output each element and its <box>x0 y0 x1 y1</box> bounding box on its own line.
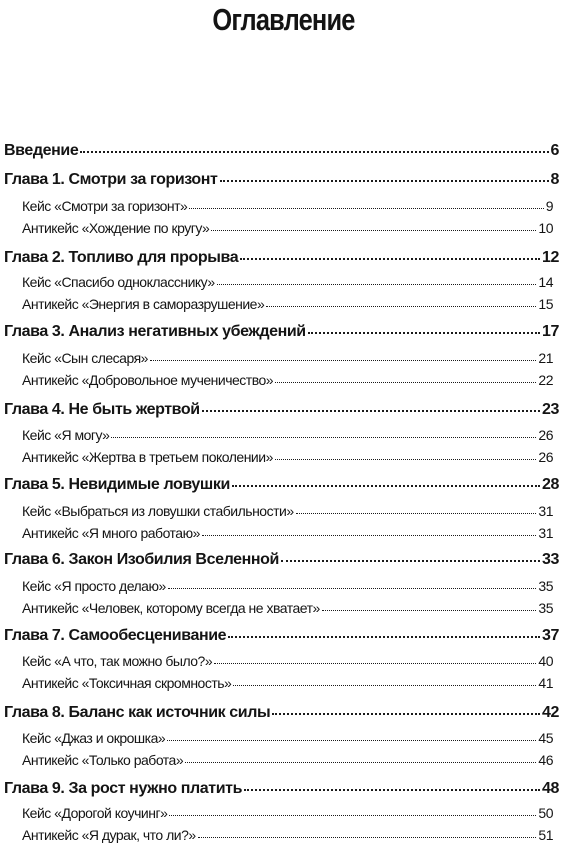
dot-leader <box>275 458 537 460</box>
dot-leader <box>281 559 540 562</box>
toc-entry-title: Глава 1. Смотри за горизонт <box>4 171 218 188</box>
toc-subentry <box>22 653 553 669</box>
dot-leader <box>111 436 536 438</box>
dot-leader <box>240 257 540 260</box>
dot-leader <box>202 534 537 536</box>
toc-subentry <box>22 503 553 519</box>
dot-leader <box>202 409 540 412</box>
dot-leader <box>211 229 536 231</box>
toc-chapter-entry <box>4 780 559 798</box>
dot-leader <box>244 788 540 791</box>
dot-leader <box>266 305 536 307</box>
toc-subentry <box>22 752 553 768</box>
toc-entry-title: Глава 4. Не быть жертвой <box>4 401 200 418</box>
toc-page-number: 14 <box>538 274 553 290</box>
toc-page-number: 40 <box>538 653 553 669</box>
toc-page-number: 35 <box>538 578 553 594</box>
toc-subentry <box>22 578 553 594</box>
toc-entry-title: Глава 9. За рост нужно платить <box>4 780 243 797</box>
toc-chapter-entry <box>4 476 559 494</box>
toc-page-number: 26 <box>538 427 553 443</box>
toc-page-number: 48 <box>542 780 559 797</box>
toc-page-number: 42 <box>542 704 559 721</box>
toc-chapter-entry <box>4 704 559 722</box>
toc-chapter-entry <box>4 323 559 341</box>
toc-entry-title: Глава 7. Самообесценивание <box>4 627 227 644</box>
toc-entry-title: Глава 6. Закон Изобилия Вселенной <box>4 551 279 568</box>
toc-subentry <box>22 827 553 843</box>
toc-subentry <box>22 296 553 312</box>
toc-page-number: 37 <box>542 627 559 644</box>
toc-page-number: 12 <box>542 249 559 266</box>
toc-entry-title: Введение <box>4 142 79 159</box>
toc-subentry <box>22 198 553 214</box>
toc-subentry <box>22 350 553 366</box>
dot-leader <box>169 814 536 816</box>
toc-entry-title: Глава 5. Невидимые ловушки <box>4 476 230 493</box>
toc-entry-title: Кейс «Сын слесаря» <box>22 350 148 366</box>
toc-page-number: 23 <box>542 401 559 418</box>
dot-leader <box>220 179 549 182</box>
toc-entry-title: Глава 2. Топливо для прорыва <box>4 249 239 266</box>
dot-leader <box>217 283 537 285</box>
dot-leader <box>232 484 540 487</box>
toc-page-number: 50 <box>538 805 553 821</box>
toc-page-number: 41 <box>538 675 553 691</box>
dot-leader <box>168 587 537 589</box>
toc-page-number: 33 <box>542 551 559 568</box>
dot-leader <box>150 359 536 361</box>
toc-page-number: 28 <box>542 476 559 493</box>
toc-subentry <box>22 427 553 443</box>
toc-page-number: 31 <box>538 525 553 541</box>
toc-chapter-entry <box>4 627 559 645</box>
toc-chapter-entry <box>4 171 559 189</box>
page-title: Оглавление <box>212 2 355 37</box>
toc-page-number: 26 <box>538 449 553 465</box>
toc-entry-title: Кейс «Я просто делаю» <box>22 578 166 594</box>
toc-entry-title: Антикейс «Только работа» <box>22 752 184 768</box>
toc-entry-title: Глава 8. Баланс как источник силы <box>4 704 271 721</box>
toc-chapter-entry <box>4 142 559 160</box>
toc-page-number: 17 <box>542 323 559 340</box>
toc-chapter-entry <box>4 551 559 569</box>
toc-entry-title: Кейс «Спасибо однокласснику» <box>22 274 215 290</box>
toc-entry-title: Антикейс «Энергия в саморазрушение» <box>22 296 265 312</box>
toc-chapter-entry <box>4 249 559 267</box>
toc-entry-title: Антикейс «Человек, которому всегда не хватает» <box>22 600 320 616</box>
toc-subentry <box>22 372 553 388</box>
toc-entry-title: Кейс «Я могу» <box>22 427 110 443</box>
toc-entry-title: Антикейс «Токсичная скромность» <box>22 675 232 691</box>
toc-page-number: 21 <box>538 350 553 366</box>
toc-entry-title: Кейс «А что, так можно было?» <box>22 653 213 669</box>
dot-leader <box>272 712 540 715</box>
toc-chapter-entry <box>4 401 559 419</box>
toc-page-number: 31 <box>538 503 553 519</box>
toc-entry-title: Антикейс «Жертва в третьем поколении» <box>22 449 273 465</box>
dot-leader <box>80 150 548 153</box>
toc-subentry <box>22 525 553 541</box>
dot-leader <box>228 635 540 638</box>
toc-entry-title: Кейс «Дорогой коучинг» <box>22 805 168 821</box>
toc-page-number: 51 <box>538 827 553 843</box>
toc-page-number: 22 <box>538 372 553 388</box>
toc-page-number: 35 <box>538 600 553 616</box>
toc-entry-title: Антикейс «Я много работаю» <box>22 525 200 541</box>
toc-subentry <box>22 730 553 746</box>
toc-page-number: 10 <box>538 220 553 236</box>
dot-leader <box>275 381 536 383</box>
toc-page-number: 46 <box>538 752 553 768</box>
toc-entry-title: Кейс «Смотри за горизонт» <box>22 198 188 214</box>
toc-entry-title: Кейс «Выбраться из ловушки стабильности» <box>22 503 294 519</box>
toc-page-number: 6 <box>550 142 559 159</box>
toc-entry-title: Глава 3. Анализ негативных убеждений <box>4 323 306 340</box>
dot-leader <box>198 836 537 838</box>
dot-leader <box>233 684 536 686</box>
dot-leader <box>185 761 536 763</box>
toc-subentry <box>22 449 553 465</box>
toc-subentry <box>22 805 553 821</box>
toc-entry-title: Антикейс «Я дурак, что ли?» <box>22 827 196 843</box>
dot-leader <box>189 207 543 209</box>
toc-entry-title: Антикейс «Хождение по кругу» <box>22 220 210 236</box>
dot-leader <box>296 512 537 514</box>
dot-leader <box>308 331 540 334</box>
toc-entry-title: Антикейс «Добровольное мученичество» <box>22 372 274 388</box>
toc-page-number: 8 <box>550 171 559 188</box>
toc-subentry <box>22 675 553 691</box>
toc-subentry <box>22 220 553 236</box>
toc-page-number: 15 <box>538 296 553 312</box>
toc-subentry <box>22 274 553 290</box>
toc-page-number: 45 <box>538 730 553 746</box>
dot-leader <box>167 739 536 741</box>
dot-leader <box>322 609 537 611</box>
toc-subentry <box>22 600 553 616</box>
toc-page-number: 9 <box>545 198 553 214</box>
dot-leader <box>214 662 536 664</box>
toc-entry-title: Кейс «Джаз и окрошка» <box>22 730 166 746</box>
